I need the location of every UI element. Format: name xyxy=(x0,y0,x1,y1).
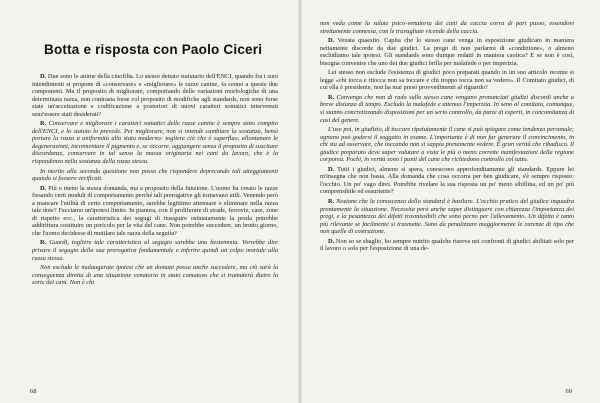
speaker-tag: D. xyxy=(40,184,47,192)
paragraph xyxy=(320,20,574,35)
paragraph xyxy=(32,185,278,238)
paragraph-text: In merito alla seconda questione non posso che rispondere deprecando tali atteggiamenti quando si fossero verificati. xyxy=(32,167,278,183)
paragraph xyxy=(320,37,574,67)
paragraph-text: Nozione che la conoscenza dello standard è basilare. L'occhio pratico del giudice inquadra prontamente la situazione. Necessita però anche saper distinguere con chiarezza l'importanza dei pregi, e la pesantezza dei difetti trasmissibili che sono perno per l'allevamento. Un difetto è tanto più rilevante se facilmente si trasmette. Sono da penalizzare maggiormente le carenze di tipo che non quelle di costruzione. xyxy=(320,198,575,236)
paragraph-text: non veda come la salute psico-venatoria dei cani da caccia corra di pari passo, essendovi strettamente connessa, con le travagliate vicende della caccia. xyxy=(320,20,574,35)
right-page xyxy=(300,0,600,403)
speaker-tag: R. xyxy=(40,239,47,247)
paragraph-text: Non escludo le malaugurate ipotesi che un domani possa anche succedere, ma ciò sarà la conseguenza diretta di una situazione venatoria in stato comatoso che si tramuterà dietro la sorte dei cani. Non è chi xyxy=(32,264,278,287)
paragraph-text: Guardi, togliere tale caratteristica al segugio sarebbe una bestemmia. Vorrebbe dire privare il segugio della sua prerogativa fondamentale e inferire quindi un colpo mortale alla razza stessa. xyxy=(32,239,279,262)
paragraph-text: Vexata quaestio. Capita che lo stesso cane venga in esposizione giudicato in maniera nettamente discorde da due giudici. La prego di non parlarmi di «condizione», o almeno escludiamo tale ipotesi. Gli standards sono dunque redatti in maniera caotica? E se non è così, bisogna convenire che uno dei due giudici brilla per malafede o per imperizia. xyxy=(320,37,574,67)
paragraph-text: Convengo che non di rado sullo stesso cane vengano pronunciati giudizi discordi anche a breve distanza di tempo. Escludo la malafede e attenuo l'imperizia. In seno al comitato, comunque, si stanno concretizzando disposizioni per un serio controllo, da parte di esperti, in concomitanza di casi del genere. xyxy=(320,93,574,124)
paragraph-text: Più o meno la stessa domanda, ma a proposito della funzione. L'uomo ha creato le razze fissando certi moduli di comportamento perché tali prerogative gli tornavano utili. Venendo però a mancare l'utilità di certo comportamento, sarebbe legittimo attenuare o eliminare nella razza tale dote? Facciamo un'ipotesi limite. In pianura, con il proliferare di strade, ferrovie, case, zone di rispetto ecc., la caratteristica dei segugi di inseguire ostinatamente la preda potrebbe addirittura costituire un pericolo per la vita del cane. Non potrebbe succedere, un brutto giorno, che l'uomo decidesse di mutilare tale razza della seguita? xyxy=(32,184,278,237)
speaker-tag: R. xyxy=(328,198,335,206)
page-number-right: 69 xyxy=(565,388,572,395)
speaker-tag: R. xyxy=(328,93,335,101)
paragraph-text: Conservare e migliorare i caratteri somatici delle razze canine è sempre stato compito dell'ENCI, e lo statuto lo prevede. Per migliorare, non si intende cambiare la sostanza, bensì portare la razza a uniformità allo stato moderno: togliere ciò che è superfluo, allontanare le degenerazioni, incrementare il pigmento e, se occorre, aggiungere senza il proposito di suscitare discordanze, conservare in tal senso la massa originaria nei cani da lavoro, che è la rispondenza nella sostanza della razza stessa. xyxy=(32,120,278,166)
paragraph xyxy=(320,126,574,164)
paragraph-text: Non so se sbaglio, ho sempre nutrito qualche riserva nei confronti di giudici abilitati solo per il lavoro o solo per l'esposizione di una de- xyxy=(320,237,574,253)
speaker-tag: R. xyxy=(40,120,47,128)
paragraph-text: Due sono le anime della cinofilia. Lo stesso dettato statutario dell'ENCI, quando fra i suoi intendimenti si propone di «conservare» e «migliorare» le razze canine, fa cenno a queste due componenti. Ma il proposito di migliorare, comportando delle variazioni morfologiche di una determinata razza, non contrasta forse col proposito di modifiche agli standards, non sono forse state un'accettazione e codificazione a posteriori di nuovi caratteri somatici intervenuti senz'essere stati desiderati? xyxy=(32,73,278,118)
paragraph xyxy=(320,238,574,253)
right-page-body xyxy=(320,20,574,253)
speaker-tag: D. xyxy=(328,237,335,245)
paragraph xyxy=(32,239,278,262)
chapter-title: Botta e risposta con Paolo Ciceri xyxy=(44,42,263,57)
paragraph xyxy=(32,120,278,165)
paragraph-text: Lei stesso non esclude l'esistenza di giudici poco preparati quando in un suo articolo recente si legge «chi tocca e ritocca non sa toccare e chi troppo tocca non sa vedere». Il Comitato giudici, di cui ella è presidente, non ha mai preso provvedimenti al riguardo? xyxy=(320,69,574,92)
paragraph xyxy=(320,94,574,124)
speaker-tag: D. xyxy=(328,165,335,173)
paragraph xyxy=(32,73,278,118)
speaker-tag: D. xyxy=(328,37,335,45)
paragraph-text: L'uso poi, in giudizio, di toccare ripetutamente il cane si può spiegare come tendenza personale; ognuno può godersi il soggetto in esame. L'importante è di non far generare il convincimento, in chi sta ad osservare, che toccando non si sappia pienamente vedere. È gran verità che ribadisco. Il giudice preparato deve saper valutare a vista le più o meno corrette manifestazioni della regione corporea. Pochi, in verità sono i punti del cane che richiedono controllo col tatto. xyxy=(320,126,574,164)
page-number-left: 68 xyxy=(30,388,37,395)
speaker-tag: D. xyxy=(40,73,47,80)
paragraph xyxy=(320,166,574,196)
paragraph xyxy=(320,69,574,92)
paragraph-text: Tutti i giudici, almeno si spera, conoscono approfonditamente gli standards. Eppure lei m'insegna che non basta. Alla domanda che cosa occorra per ben giudicare, s'è sempre risposto: l'occhio. Un po' vago direi. Potrebbe rivelare la sua risposta un po' meno sibillina, ed un po' più comprensibile ed esauriente? xyxy=(320,165,574,196)
paragraph xyxy=(320,198,574,236)
paragraph xyxy=(32,264,278,287)
left-page-body xyxy=(32,73,278,287)
paragraph xyxy=(32,168,278,183)
